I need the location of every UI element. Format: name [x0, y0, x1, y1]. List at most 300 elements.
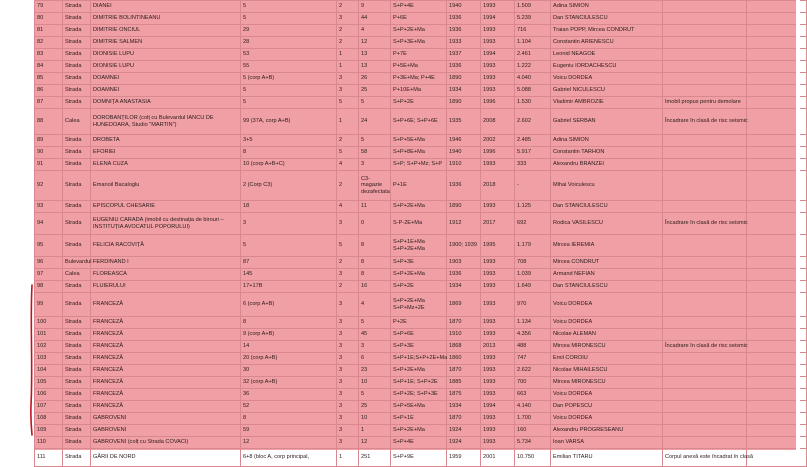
- cell-reg: P+7E: [391, 49, 447, 61]
- cell-exp: Constantin TARHON: [551, 147, 663, 159]
- cell-exp: Adina SIMION: [551, 1, 663, 13]
- cell-nr: 98: [35, 281, 63, 293]
- cell-nr: 95: [35, 235, 63, 257]
- cell-den: GABROVENI (colț cu Strada COVACI): [91, 437, 241, 449]
- cell-den: FELICIA RACOVIȚĂ: [91, 235, 241, 257]
- cell-obs: [663, 201, 747, 213]
- cell-reg: S+P+6E: [391, 329, 447, 341]
- cell-arie: 1.179: [515, 235, 551, 257]
- cell-numar: 17+17B: [241, 281, 337, 293]
- cell-den: GĂRII DE NORD: [91, 449, 241, 467]
- cell-b: 5: [359, 135, 391, 147]
- cell-den: FRANCEZĂ: [91, 353, 241, 365]
- cell-exp: Leonid NEAGOE: [551, 49, 663, 61]
- cell-nr: 90: [35, 147, 63, 159]
- cell-b: 9: [359, 1, 391, 13]
- cell-arie: 716: [515, 25, 551, 37]
- cell-den: FLUIERULUI: [91, 281, 241, 293]
- cell-numar: 99 (37A, corp A+B): [241, 109, 337, 135]
- cell-nr: 91: [35, 159, 63, 171]
- cell-reg: P+5E+Ma: [391, 61, 447, 73]
- right-page-margin: [796, 0, 800, 450]
- table-row: [35, 257, 807, 269]
- cell-nr: 104: [35, 365, 63, 377]
- cell-numar: 53: [241, 49, 337, 61]
- cell-b: 25: [359, 85, 391, 97]
- cell-obs: Imobil propus pentru demolare: [663, 97, 747, 109]
- red-pen-annotation: [28, 285, 32, 433]
- cell-y1: 1890: [447, 73, 481, 85]
- cell-den: Emanoil Bacaloglu: [91, 171, 241, 201]
- cell-a: 4: [337, 201, 359, 213]
- cell-y1: 1934: [447, 401, 481, 413]
- cell-reg: S+P+3E: [391, 341, 447, 353]
- cell-exp: Mihai Voiculescu: [551, 171, 663, 201]
- cell-y2: 1993: [481, 389, 515, 401]
- cell-exp: Voicu DORDEA: [551, 413, 663, 425]
- cell-nr: 93: [35, 201, 63, 213]
- cell-y1: 1936: [447, 13, 481, 25]
- cell-b: 5: [359, 97, 391, 109]
- cell-nr: 109: [35, 425, 63, 437]
- cell-nr: 79: [35, 1, 63, 13]
- cell-y1: 1924: [447, 425, 481, 437]
- cell-arie: 2.485: [515, 135, 551, 147]
- cell-b: 45: [359, 329, 391, 341]
- cell-exp: Emil COROIU: [551, 353, 663, 365]
- cell-den: DIMITRIE BOLINTINEANU: [91, 13, 241, 25]
- cell-b: 6: [359, 353, 391, 365]
- cell-b: 12: [359, 437, 391, 449]
- table-row: [35, 365, 807, 377]
- cell-numar: 2 (Corp C3): [241, 171, 337, 201]
- cell-exp: Alexandru PROGRESEANU: [551, 425, 663, 437]
- cell-tip: Strada: [63, 401, 91, 413]
- cell-numar: 18: [241, 201, 337, 213]
- cell-tip: Strada: [63, 235, 91, 257]
- cell-arie: 4.040: [515, 73, 551, 85]
- cell-tip: Strada: [63, 147, 91, 159]
- cell-nr: 108: [35, 413, 63, 425]
- cell-numar: 5: [241, 97, 337, 109]
- cell-y2: 1993: [481, 25, 515, 37]
- cell-arie: -: [515, 171, 551, 201]
- cell-numar: 5: [241, 1, 337, 13]
- cell-obs: [663, 61, 747, 73]
- cell-y1: 1860: [447, 353, 481, 365]
- cell-nr: 101: [35, 329, 63, 341]
- cell-obs: [663, 365, 747, 377]
- cell-y2: 2017: [481, 213, 515, 235]
- cell-obs: [663, 49, 747, 61]
- cell-nr: 83: [35, 49, 63, 61]
- cell-arie: 1.649: [515, 281, 551, 293]
- cell-den: FLOREASCA: [91, 269, 241, 281]
- cell-a: 3: [337, 413, 359, 425]
- document-sheet: [34, 0, 796, 461]
- table-row: [35, 171, 807, 201]
- cell-obs: [663, 389, 747, 401]
- cell-tip: Strada: [63, 377, 91, 389]
- cell-y1: 1870: [447, 413, 481, 425]
- cell-tip: Strada: [63, 293, 91, 317]
- cell-reg: S+P+4E: [391, 1, 447, 13]
- cell-a: 5: [337, 235, 359, 257]
- cell-exp: Eugeniu IORDACHESCU: [551, 61, 663, 73]
- cell-obs: Încadrare în clasă de risc seismic: [663, 341, 747, 353]
- cell-obs: [663, 413, 747, 425]
- cell-tip: Strada: [63, 159, 91, 171]
- cell-arie: 1.134: [515, 317, 551, 329]
- cell-arie: 1.125: [515, 201, 551, 213]
- cell-den: FERDINAND I: [91, 257, 241, 269]
- cell-y1: 1935: [447, 109, 481, 135]
- cell-den: DIANEI: [91, 1, 241, 13]
- cell-a: 3: [337, 317, 359, 329]
- cell-y2: 1993: [481, 329, 515, 341]
- cell-b: 8: [359, 235, 391, 257]
- cell-a: 1: [337, 49, 359, 61]
- cell-b: C3- magazie dezafectata: [359, 171, 391, 201]
- cell-b: 8: [359, 269, 391, 281]
- table-row: [35, 329, 807, 341]
- cell-b: 10: [359, 413, 391, 425]
- table-row: [35, 37, 807, 49]
- cell-reg: S-P-2E+Ma: [391, 213, 447, 235]
- cell-obs: [663, 135, 747, 147]
- cell-obs: [663, 85, 747, 97]
- cell-arie: 5.239: [515, 13, 551, 25]
- cell-y2: 1993: [481, 317, 515, 329]
- cell-reg: S+P+1E+Ma S+P+2E+Ma: [391, 235, 447, 257]
- cell-y2: 1993: [481, 425, 515, 437]
- cell-obs: [663, 317, 747, 329]
- cell-den: DOMNIȚA ANASTASIA: [91, 97, 241, 109]
- table-row: [35, 159, 807, 171]
- cell-y1: 1870: [447, 317, 481, 329]
- cell-nr: 97: [35, 269, 63, 281]
- cell-arie: 1.700: [515, 413, 551, 425]
- table-row: [35, 425, 807, 437]
- cell-tip: Strada: [63, 353, 91, 365]
- cell-exp: Ioan VARSA: [551, 437, 663, 449]
- cell-y2: 1993: [481, 73, 515, 85]
- cell-b: 0: [359, 213, 391, 235]
- table-row: [35, 1, 807, 13]
- cell-reg: S+P+1E; S+P+2E: [391, 377, 447, 389]
- cell-tip: Calea: [63, 269, 91, 281]
- table-row: [35, 25, 807, 37]
- cell-a: 3: [337, 389, 359, 401]
- cell-numar: 9 (corp A+B): [241, 329, 337, 341]
- cell-exp: Nicolae MIHAILESCU: [551, 365, 663, 377]
- cell-numar: 3: [241, 213, 337, 235]
- cell-a: 3: [337, 341, 359, 353]
- cell-reg: S+P+2E+Ma: [391, 201, 447, 213]
- cell-y1: 1870: [447, 365, 481, 377]
- cell-obs: [663, 377, 747, 389]
- cell-y1: 1934: [447, 281, 481, 293]
- cell-arie: 1.039: [515, 269, 551, 281]
- cell-exp: Vladimir AMBROZIE: [551, 97, 663, 109]
- cell-y2: 1994: [481, 401, 515, 413]
- cell-exp: Armand NEFIAN: [551, 269, 663, 281]
- cell-y2: 1993: [481, 413, 515, 425]
- table-row: [35, 437, 807, 449]
- cell-y2: 1993: [481, 437, 515, 449]
- cell-obs: [663, 73, 747, 85]
- cell-den: GABROVENI: [91, 413, 241, 425]
- cell-numar: 8: [241, 147, 337, 159]
- cell-reg: S+P+1E: [391, 413, 447, 425]
- cell-exp: Voicu DORDEA: [551, 73, 663, 85]
- cell-reg: S+P+2E+Ma: [391, 425, 447, 437]
- cell-a: 5: [337, 97, 359, 109]
- cell-reg: S+P+5E+Ma: [391, 401, 447, 413]
- cell-exp: Adina SIMION: [551, 135, 663, 147]
- cell-arie: 160: [515, 425, 551, 437]
- cell-tip: Strada: [63, 135, 91, 147]
- cell-b: 44: [359, 13, 391, 25]
- cell-numar: 55: [241, 61, 337, 73]
- cell-den: DIMITRIE ONCIUL: [91, 25, 241, 37]
- cell-y2: 1996: [481, 147, 515, 159]
- cell-obs: Corpul anexă este încadrat în clasă: [663, 449, 747, 467]
- cell-a: 1: [337, 109, 359, 135]
- cell-y1: 1875: [447, 389, 481, 401]
- red-line-mark: [28, 285, 38, 435]
- cell-tip: Strada: [63, 61, 91, 73]
- cell-y1: 1936: [447, 269, 481, 281]
- cell-y1: 1890: [447, 201, 481, 213]
- cell-b: 12: [359, 37, 391, 49]
- cell-b: 16: [359, 281, 391, 293]
- cell-y2: 1993: [481, 201, 515, 213]
- cell-b: 13: [359, 61, 391, 73]
- cell-numar: 87: [241, 257, 337, 269]
- cell-tip: Strada: [63, 425, 91, 437]
- cell-numar: 30: [241, 365, 337, 377]
- cell-reg: S+P+2E+Ma: [391, 365, 447, 377]
- cell-obs: [663, 425, 747, 437]
- cell-y1: 1946: [447, 135, 481, 147]
- cell-a: 2: [337, 37, 359, 49]
- cell-y2: 1993: [481, 61, 515, 73]
- cell-reg: P+1E: [391, 171, 447, 201]
- cell-reg: P+6E: [391, 13, 447, 25]
- cell-arie: 5.734: [515, 437, 551, 449]
- cell-a: 2: [337, 281, 359, 293]
- cell-nr: 111: [35, 449, 63, 467]
- cell-nr: 102: [35, 341, 63, 353]
- cell-reg: S+P+2E: [391, 281, 447, 293]
- cell-a: 3: [337, 437, 359, 449]
- cell-reg: P+3E+Ma; P+4E: [391, 73, 447, 85]
- cell-obs: Încadrare în clasă de risc seismic: [663, 109, 747, 135]
- cell-numar: 10 (corp A+B+C): [241, 159, 337, 171]
- cell-numar: 12: [241, 437, 337, 449]
- cell-a: 3: [337, 213, 359, 235]
- cell-exp: Gabriel SERBAN: [551, 109, 663, 135]
- cell-numar: 8: [241, 413, 337, 425]
- cell-y2: 1993: [481, 257, 515, 269]
- cell-nr: 87: [35, 97, 63, 109]
- cell-den: DIMITRIE SALMEN: [91, 37, 241, 49]
- table-row: [35, 235, 807, 257]
- cell-reg: P+10E+Ma: [391, 85, 447, 97]
- table-row: [35, 49, 807, 61]
- cell-nr: 99: [35, 293, 63, 317]
- cell-b: 11: [359, 201, 391, 213]
- cell-y1: 1890: [447, 97, 481, 109]
- cell-reg: S+P+3E: [391, 257, 447, 269]
- table-row: [35, 353, 807, 365]
- cell-obs: [663, 13, 747, 25]
- cell-numar: 5: [241, 85, 337, 97]
- table-row: [35, 97, 807, 109]
- cell-tip: Strada: [63, 449, 91, 467]
- cell-arie: 747: [515, 353, 551, 365]
- cell-den: GABROVENI: [91, 425, 241, 437]
- cell-exp: Dan STANCIULESCU: [551, 281, 663, 293]
- cell-den: DROBETA: [91, 135, 241, 147]
- cell-y2: 1994: [481, 13, 515, 25]
- cell-b: 5: [359, 317, 391, 329]
- table-row: [35, 413, 807, 425]
- cell-arie: 4.356: [515, 329, 551, 341]
- table-row: [35, 317, 807, 329]
- cell-y1: 1900; 1939: [447, 235, 481, 257]
- cell-a: 3: [337, 269, 359, 281]
- cell-y1: 1910: [447, 159, 481, 171]
- cell-reg: S+P+9E: [391, 449, 447, 467]
- cell-y2: 1993: [481, 1, 515, 13]
- cell-b: 3: [359, 159, 391, 171]
- cell-reg: S+P+5E+Ma: [391, 135, 447, 147]
- cell-y1: 1936: [447, 171, 481, 201]
- cell-den: FRANCEZĂ: [91, 365, 241, 377]
- cell-exp: Mircea IEREMIA: [551, 235, 663, 257]
- cell-nr: 92: [35, 171, 63, 201]
- table-row: [35, 293, 807, 317]
- cell-y1: 1940: [447, 147, 481, 159]
- cell-b: 4: [359, 25, 391, 37]
- cell-y1: 1924: [447, 437, 481, 449]
- cell-obs: [663, 401, 747, 413]
- cell-numar: 8: [241, 317, 337, 329]
- cell-nr: 110: [35, 437, 63, 449]
- cell-exp: Voicu DORDEA: [551, 389, 663, 401]
- cell-den: FRANCEZĂ: [91, 293, 241, 317]
- cell-y2: 1993: [481, 365, 515, 377]
- cell-a: 1: [337, 449, 359, 467]
- cell-a: 2: [337, 135, 359, 147]
- cell-arie: 2.622: [515, 365, 551, 377]
- cell-a: 1: [337, 61, 359, 73]
- cell-reg: S+P+6E; S+P+6E: [391, 109, 447, 135]
- cell-exp: Emilian TITARU: [551, 449, 663, 467]
- cell-tip: Strada: [63, 341, 91, 353]
- cell-a: 3: [337, 293, 359, 317]
- cell-obs: [663, 257, 747, 269]
- cell-exp: Gabriel NICULESCU: [551, 85, 663, 97]
- cell-obs: [663, 171, 747, 201]
- cell-b: 251: [359, 449, 391, 467]
- cell-y2: 1993: [481, 377, 515, 389]
- cell-arie: 1.530: [515, 97, 551, 109]
- cell-reg: S+P+2E+Ma: [391, 25, 447, 37]
- cell-y2: 1994: [481, 49, 515, 61]
- cell-obs: [663, 159, 747, 171]
- cell-den: DOAMNEI: [91, 85, 241, 97]
- cell-tip: Strada: [63, 281, 91, 293]
- cell-arie: 1.509: [515, 1, 551, 13]
- cell-a: 5: [337, 147, 359, 159]
- cell-obs: [663, 329, 747, 341]
- cell-tip: Strada: [63, 49, 91, 61]
- cell-b: 3: [359, 341, 391, 353]
- cell-den: FRANCEZĂ: [91, 341, 241, 353]
- cell-den: EPISCOPUL CHESARIE: [91, 201, 241, 213]
- cell-arie: 488: [515, 341, 551, 353]
- table-row: [35, 389, 807, 401]
- cell-den: DIONISIE LUPU: [91, 61, 241, 73]
- table-row: [35, 449, 807, 467]
- cell-exp: Dan STANCIULESCU: [551, 201, 663, 213]
- cell-y1: 1940: [447, 1, 481, 13]
- cell-y1: 1937: [447, 49, 481, 61]
- cell-nr: 106: [35, 389, 63, 401]
- cell-nr: 105: [35, 377, 63, 389]
- cell-b: 10: [359, 377, 391, 389]
- cell-a: 3: [337, 85, 359, 97]
- cell-y2: 1993: [481, 281, 515, 293]
- cell-exp: Nicolae ALEMAN: [551, 329, 663, 341]
- table-row: [35, 341, 807, 353]
- table-row: [35, 401, 807, 413]
- cell-nr: 84: [35, 61, 63, 73]
- cell-numar: 145: [241, 269, 337, 281]
- cell-y2: 1993: [481, 85, 515, 97]
- cell-tip: Strada: [63, 317, 91, 329]
- cell-exp: Voicu DORDEA: [551, 293, 663, 317]
- cell-exp: Dan POPESCU: [551, 401, 663, 413]
- table-row: [35, 281, 807, 293]
- cell-den: FRANCEZĂ: [91, 329, 241, 341]
- cell-y1: 1869: [447, 293, 481, 317]
- table-row: [35, 13, 807, 25]
- cell-nr: 103: [35, 353, 63, 365]
- cell-y1: 1936: [447, 25, 481, 37]
- cell-reg: S+P+1E;S+P+2E+Ma: [391, 353, 447, 365]
- cell-y1: 1868: [447, 341, 481, 353]
- cell-nr: 81: [35, 25, 63, 37]
- cell-arie: 5.917: [515, 147, 551, 159]
- cell-y1: 1903: [447, 257, 481, 269]
- cell-den: DIONISIE LUPU: [91, 49, 241, 61]
- cell-exp: Dan STANCIULESCU: [551, 13, 663, 25]
- cell-y2: 2001: [481, 449, 515, 467]
- cell-numar: 52: [241, 401, 337, 413]
- cell-arie: 2.602: [515, 109, 551, 135]
- cell-den: FRANCEZĂ: [91, 389, 241, 401]
- cell-numar: 5: [241, 13, 337, 25]
- cell-tip: Strada: [63, 171, 91, 201]
- cell-tip: Strada: [63, 1, 91, 13]
- cell-a: 2: [337, 25, 359, 37]
- cell-reg: S+P+4E: [391, 437, 447, 449]
- cell-den: EUGENIU CARADA (imobil cu destinația de birouri – INSTITUȚIA AVOCATUL POPORULUI): [91, 213, 241, 235]
